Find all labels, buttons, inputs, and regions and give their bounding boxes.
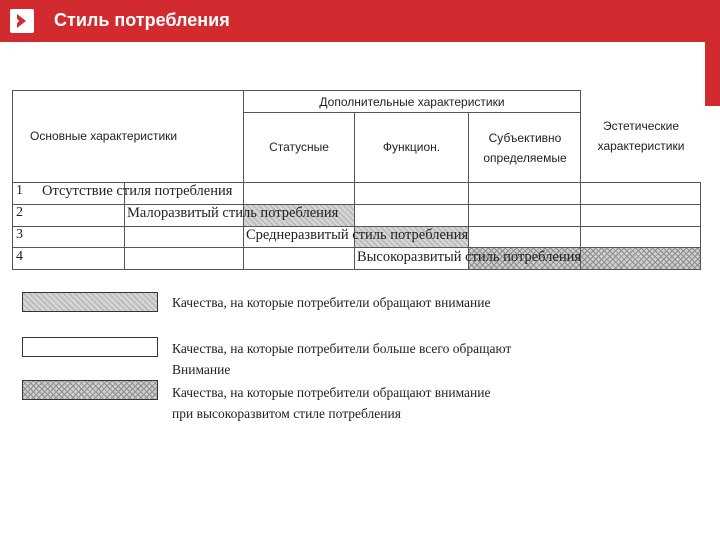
row-number: 1	[16, 183, 23, 198]
table-line	[244, 112, 581, 113]
legend-white-text-line2: Внимание	[172, 362, 231, 377]
functional-column-header: Функцион.	[382, 140, 441, 154]
basic-characteristics-header: Основные характеристики	[30, 129, 178, 143]
row-label: Отсутствие стиля потребления	[42, 183, 233, 199]
row-label: Высокоразвитый стиль потребления	[357, 249, 582, 265]
table-line	[12, 90, 581, 91]
legend-cross-text-line2: при высокоразвитом стиле потребления	[172, 406, 401, 421]
row-label: Среднеразвитый стиль потребления	[246, 227, 469, 243]
table-line	[12, 90, 13, 270]
table-line	[354, 112, 355, 270]
slide-title: Стиль потребления	[54, 10, 230, 30]
legend-cross-text-line1: Качества, на которые потребители обращают внимание	[172, 385, 491, 400]
table-line	[700, 182, 701, 270]
legend-hatched-swatch	[22, 292, 158, 312]
row-label: Малоразвитый стиль потребления	[127, 205, 339, 221]
table-line	[12, 269, 700, 270]
subjective-column-header-line1: Субъективно	[488, 131, 562, 145]
row-number: 3	[16, 227, 23, 242]
group-header: Дополнительные характеристики	[319, 95, 505, 109]
side-accent-bar	[705, 42, 720, 106]
legend-white-swatch	[22, 337, 158, 357]
aesthetic-column-header-line1: Эстетические	[602, 119, 679, 133]
subjective-column-header-line2: определяемые	[483, 151, 567, 165]
table-line	[12, 204, 700, 205]
table-line	[243, 90, 244, 270]
table-line	[12, 247, 700, 248]
aesthetic-column-header-line2: характеристики	[597, 139, 685, 153]
chevron-logo-icon	[10, 9, 34, 33]
status-column-header: Статусные	[269, 140, 329, 154]
legend-crosshatched-swatch	[22, 380, 158, 400]
legend-hatched-text: Качества, на которые потребители обращают внимание	[172, 295, 491, 310]
slide-header	[0, 0, 720, 42]
row-number: 2	[16, 205, 23, 220]
row-number: 4	[16, 249, 23, 264]
legend-white-text-line1: Качества, на которые потребители больше всего обращают	[172, 341, 512, 356]
